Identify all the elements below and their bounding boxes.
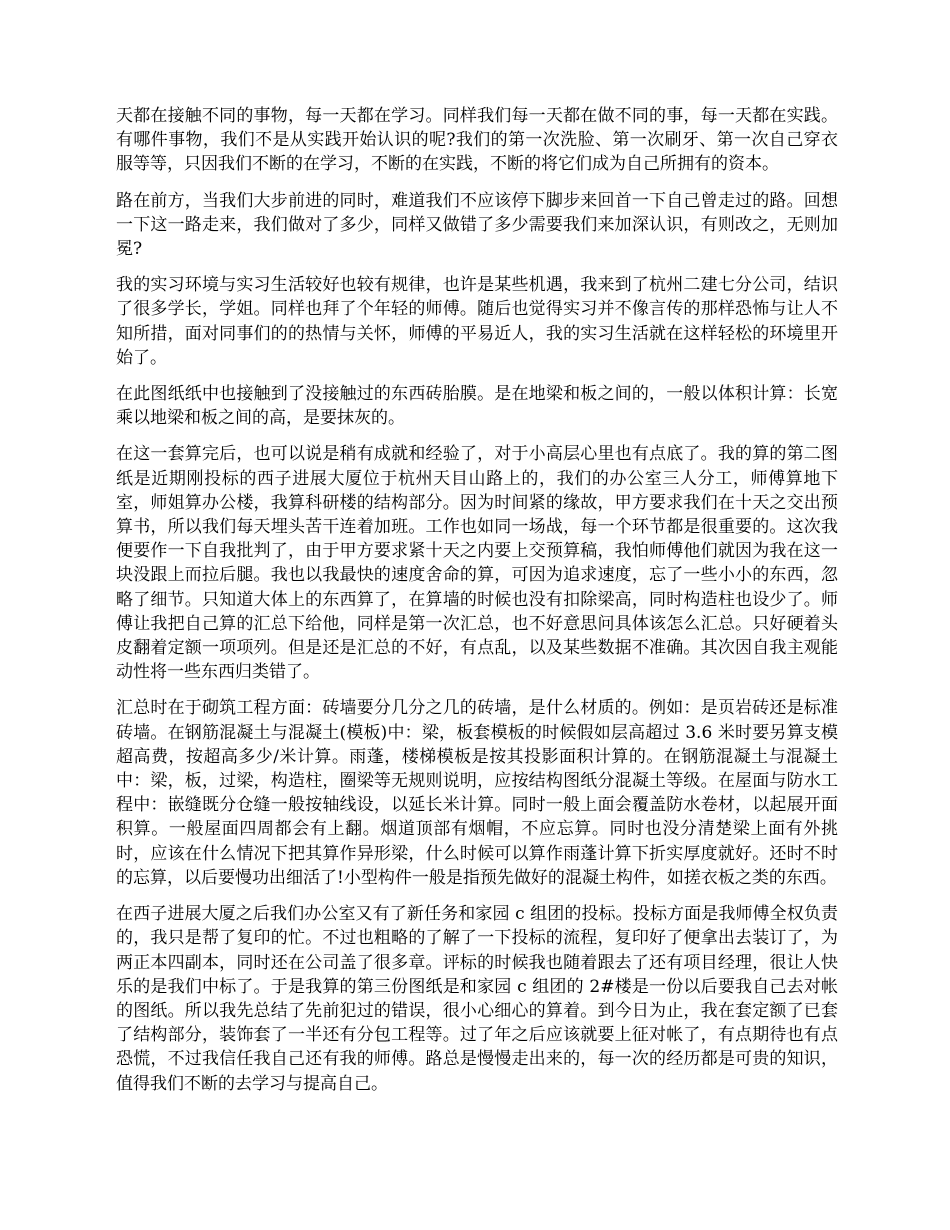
paragraph-7: 在西子进展大厦之后我们办公室又有了新任务和家园 c 组团的投标。投标方面是我师傅全权负责的，我只是帮了复印的忙。不过也粗略的了解了一下投标的流程，复印好了便拿出去装订了，为两正本四副本，同时还在公司盖了很多章。评标的时候我也随着跟去了还有项目经理，很让人快乐的是我们中标了。于是我算的第三份图纸是和家园 c 组团的 2#楼是一份以后要我自己去对帐的图纸。所以我先总结了先前犯过的错误，很小心细心的算着。到今日为止，我在套定额了已套了结构部分，装饰套了一半还有分包工程等。过了年之后应该就要上征对帐了，有点期待也有点恐慌，不过我信任我自己还有我的师傅。路总是慢慢走出来的，每一次的经历都是可贵的知识，值得我们不断的去学习与提高自己。: [116, 904, 838, 1094]
document-body: [116, 104, 838, 1108]
paragraph-6: 汇总时在于砌筑工程方面：砖墙要分几分之几的砖墙，是什么材质的。例如：是页岩砖还是标准砖墙。在钢筋混凝土与混凝土(模板)中：梁，板套模板的时候假如层高超过 3.6 米时要另算支模超高费，按超高多少/米计算。雨蓬，楼梯模板是按其投影面积计算的。在钢筋混凝土与混凝土中：梁，板，过梁，构造柱，圈梁等无规则说明，应按结构图纸分混凝土等级。在屋面与防水工程中：嵌缝既分仓缝一般按轴线设，以延长米计算。同时一般上面会覆盖防水卷材，以起展开面积算。一般屋面四周都会有上翻。烟道顶部有烟帽，不应忘算。同时也没分清楚梁上面有外挑时，应该在什么情况下把其算作异形梁，什么时候可以算作雨蓬计算下折实厚度就好。还时不时的忘算，以后要慢功出细活了!小型构件一般是指预先做好的混凝土构件，如搓衣板之类的东西。: [116, 698, 838, 888]
paragraph-4: 在此图纸纸中也接触到了没接触过的东西砖胎膜。是在地梁和板之间的，一般以体积计算：长宽乘以地梁和板之间的高，是要抹灰的。: [116, 384, 838, 429]
paragraph-3: 我的实习环境与实习生活较好也较有规律，也许是某些机遇，我来到了杭州二建七分公司，结识了很多学长，学姐。同样也拜了个年轻的师傅。随后也觉得实习并不像言传的那样恐怖与让人不知所措，面对同事们的的热情与关怀，师傅的平易近人，我的实习生活就在这样轻松的环境里开始了。: [116, 275, 838, 368]
paragraph-2: 路在前方，当我们大步前进的同时，难道我们不应该停下脚步来回首一下自己曾走过的路。回想一下这一路走来，我们做对了多少，同样又做错了多少需要我们来加深认识，有则改之，无则加冕?: [116, 190, 838, 260]
paragraph-5: 在这一套算完后，也可以说是稍有成就和经验了，对于小高层心里也有点底了。我的算的第二图纸是近期刚投标的西子进展大厦位于杭州天目山路上的，我们的办公室三人分工，师傅算地下室，师姐算办公楼，我算科研楼的结构部分。因为时间紧的缘故，甲方要求我们在十天之交出预算书，所以我们每天埋头苦干连着加班。工作也如同一场战，每一个环节都是很重要的。这次我便要作一下自我批判了，由于甲方要求紧十天之内要上交预算稿，我怕师傅他们就因为我在这一块没跟上而拉后腿。我也以我最快的速度舍命的算，可因为追求速度，忘了一些小小的东西，忽略了细节。只知道大体上的东西算了，在算墙的时候也没有扣除梁高，同时构造柱也设少了。师傅让我把自己算的汇总下给他，同样是第一次汇总，也不好意思问具体该怎么汇总。只好硬着头皮翻着定额一项项列。但是还是汇总的不好，有点乱，以及某些数据不准确。其次因自我主观能动性将一些东西归类错了。: [116, 444, 838, 683]
paragraph-1: 天都在接触不同的事物，每一天都在学习。同样我们每一天都在做不同的事，每一天都在实践。有哪件事物，我们不是从实践开始认识的呢?我们的第一次洗脸、第一次刷牙、第一次自己穿衣服等等，只因我们不断的在学习，不断的在实践，不断的将它们成为自己所拥有的资本。: [116, 106, 838, 175]
